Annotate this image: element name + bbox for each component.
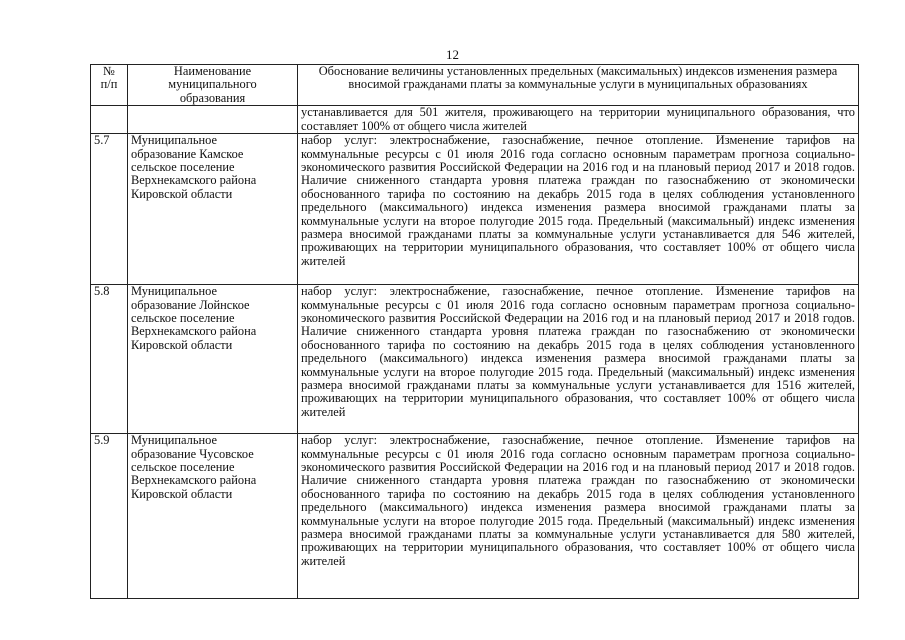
row-number-cell — [91, 285, 128, 434]
row-number: 5.9 — [94, 433, 110, 448]
row-name-cell — [128, 434, 298, 599]
row-number-cell — [91, 106, 128, 134]
row-name-cell — [128, 106, 298, 134]
row-name-cell — [128, 134, 298, 285]
header-number-label: № п/п — [100, 64, 118, 92]
table-row — [91, 106, 859, 134]
row-number: 5.7 — [94, 133, 110, 148]
justification-text: набор услуг: электроснабжение, газоснабжение, печное отопление. Изменение тарифов на коммунальные ресурсы с 01 июля 2016 года согласно основным параметрам прогноза социально-экономического развития Российской Федерации на 2016 год и на плановый период 2017 и 2018 годов. Наличие сниженного стандарта уровня платежа граждан по газоснабжению от экономически обоснованного тарифа по состоянию на декабрь 2015 года в целях соблюдения установленного предельного (максимального) индекса изменения размера вносимой гражданами платы за коммунальные услуги на второе полугодие 2015 года. Предельный (максимальный) индекс изменения размера вносимой гражданами платы за коммунальные услуги устанавливается для 546 жителей, проживающих на территории муниципального образования, что составляет 100% от общего числа жителей — [301, 133, 855, 268]
row-desc-cell — [298, 106, 859, 134]
table-row — [91, 285, 859, 434]
header-desc-cell — [298, 65, 859, 106]
justification-text: устанавливается для 501 жителя, проживающего на территории муниципального образования, что составляет 100% от общего числа жителей — [301, 105, 855, 133]
justification-text: набор услуг: электроснабжение, газоснабжение, печное отопление. Изменение тарифов на коммунальные ресурсы с 01 июля 2016 года согласно основным параметрам прогноза социально-экономического развития Российской Федерации на 2016 год и на плановый период 2017 и 2018 годов. Наличие сниженного стандарта уровня платежа граждан по газоснабжению от экономически обоснованного тарифа по состоянию на декабрь 2015 года в целях соблюдения установленного предельного (максимального) индекса изменения размера вносимой гражданами платы за коммунальные услуги на второе полугодие 2015 года. Предельный (максимальный) индекс изменения размера вносимой гражданами платы за коммунальные услуги устанавливается для 1516 жителей, проживающих на территории муниципального образования, что составляет 100% от общего числа жителей — [301, 284, 855, 419]
municipality-name: Муниципальное образование Лойнское сельское поселение Верхнекамского района Кировской области — [131, 284, 257, 352]
table-header-row — [91, 65, 859, 106]
row-desc-cell — [298, 434, 859, 599]
page-number: 12 — [446, 47, 459, 62]
row-number-cell — [91, 434, 128, 599]
header-name-cell — [128, 65, 298, 106]
row-desc-cell — [298, 134, 859, 285]
municipality-name: Муниципальное образование Чусовское сельское поселение Верхнекамского района Кировской области — [131, 433, 257, 501]
table-row — [91, 134, 859, 285]
justification-text: набор услуг: электроснабжение, газоснабжение, печное отопление. Изменение тарифов на коммунальные ресурсы с 01 июля 2016 года согласно основным параметрам прогноза социально-экономического развития Российской Федерации на 2016 год и на плановый период 2017 и 2018 годов. Наличие сниженного стандарта уровня платежа граждан по газоснабжению от экономически обоснованного тарифа по состоянию на декабрь 2015 года в целях соблюдения установленного предельного (максимального) индекса изменения размера вносимой гражданами платы за коммунальные услуги на второе полугодие 2015 года. Предельный (максимальный) индекс изменения размера вносимой гражданами платы за коммунальные услуги устанавливается для 580 жителей, проживающих на территории муниципального образования, что составляет 100% от общего числа жителей — [301, 433, 855, 568]
row-number: 5.8 — [94, 284, 110, 299]
header-desc-label: Обоснование величины установленных предельных (максимальных) индексов изменения размера вносимой гражданами платы за коммунальные услуги в муниципальных образованиях — [318, 64, 838, 92]
header-name-label: Наименование муниципального образования — [168, 64, 257, 105]
tariff-index-table — [90, 64, 859, 599]
row-name-cell — [128, 285, 298, 434]
header-number-cell — [91, 65, 128, 106]
row-desc-cell — [298, 285, 859, 434]
municipality-name: Муниципальное образование Камское сельское поселение Верхнекамского района Кировской области — [131, 133, 257, 201]
table-row — [91, 434, 859, 599]
row-number-cell — [91, 134, 128, 285]
